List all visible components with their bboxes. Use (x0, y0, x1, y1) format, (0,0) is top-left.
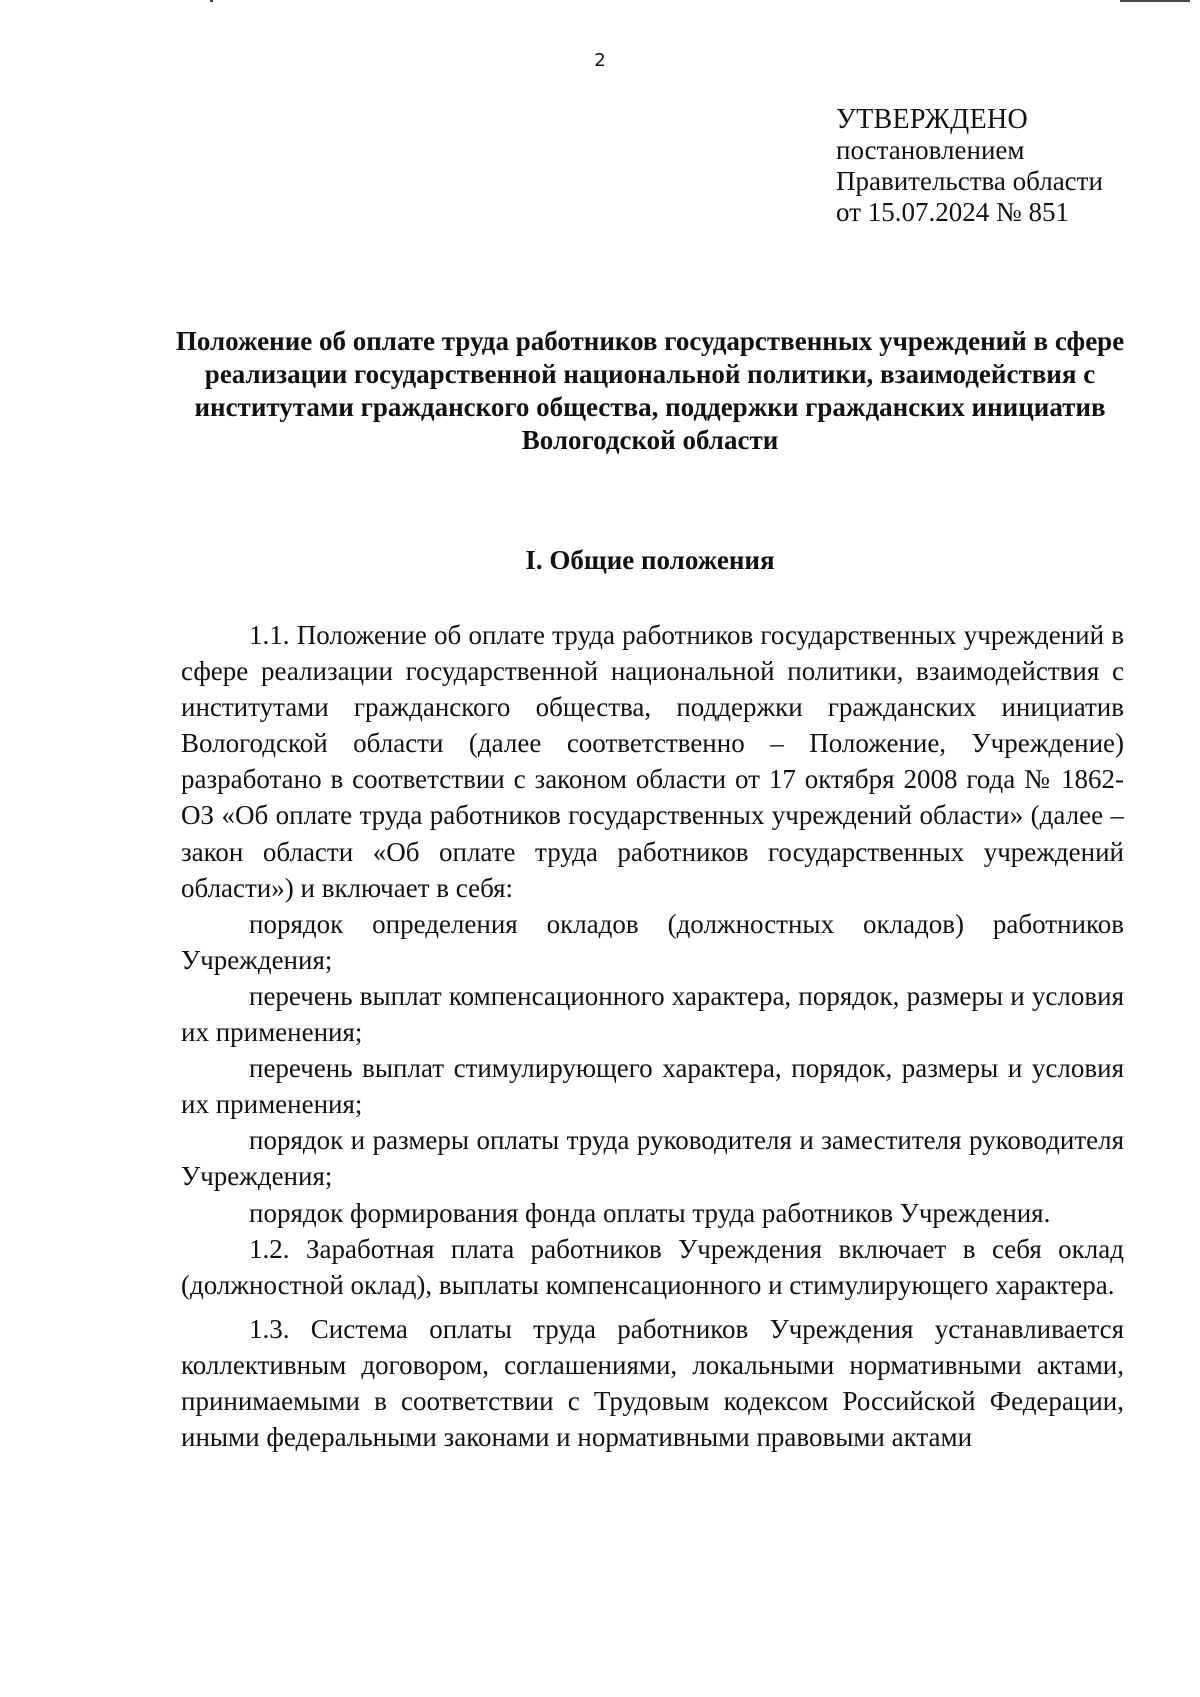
list-item: порядок формирования фонда оплаты труда работников Учреждения. (249, 1197, 1051, 1228)
scan-edge-mark (210, 0, 213, 2)
document-body (181, 617, 1124, 1455)
approval-date-number: от 15.07.2024 № 851 (836, 197, 1069, 227)
page-number: 2 (594, 50, 606, 71)
list-item: порядок определения окладов (должностных окладов) работников Учреждения; (181, 908, 1124, 975)
approval-stamp-block (836, 104, 1176, 228)
section-heading: I. Общие положения (525, 545, 775, 575)
paragraph-1-3: 1.3. Система оплаты труда работников Учреждения устанавливается коллективным договором, соглашениями, локальными нормативными актами, принимаемыми в соответствии с Трудовым кодексом Российской Федерации, иными федеральными законами и нормативными правовыми актами (181, 1313, 1124, 1453)
approval-line: Правительства области (836, 166, 1103, 196)
approval-heading: УТВЕРЖДЕНО (836, 104, 1029, 135)
list-item: перечень выплат стимулирующего характера, порядок, размеры и условия их применения; (181, 1053, 1124, 1120)
paragraph-1-1: 1.1. Положение об оплате труда работников государственных учреждений в сфере реализации государственной национальной политики, взаимодействия с институтами гражданского общества, поддержки гражданских инициатив Вологодской области (далее соответственно – Положение, Учреждение) разработано в соответствии с законом области от 17 октября 2008 года № 1862-ОЗ «Об оплате труда работников государственных учреждений области» (далее – закон области «Об оплате труда работников государственных учреждений области») и включает в себя: (181, 620, 1124, 903)
scan-edge-mark (1120, 0, 1190, 2)
document-title: Положение об оплате труда работников государственных учреждений в сфере реализации государственной национальной политики, взаимодействия с институтами гражданского общества, поддержки гражданских инициатив Вологодской области (175, 326, 1125, 455)
list-item: перечень выплат компенсационного характера, порядок, размеры и условия их применения; (181, 980, 1124, 1048)
list-item: порядок и размеры оплаты труда руководителя и заместителя руководителя Учреждения; (181, 1125, 1124, 1192)
approval-line: постановлением (836, 135, 1025, 165)
paragraph-1-2: 1.2. Заработная плата работников Учреждения включает в себя оклад (должностной оклад), выплаты компенсационного и стимулирующего характера. (181, 1233, 1124, 1300)
